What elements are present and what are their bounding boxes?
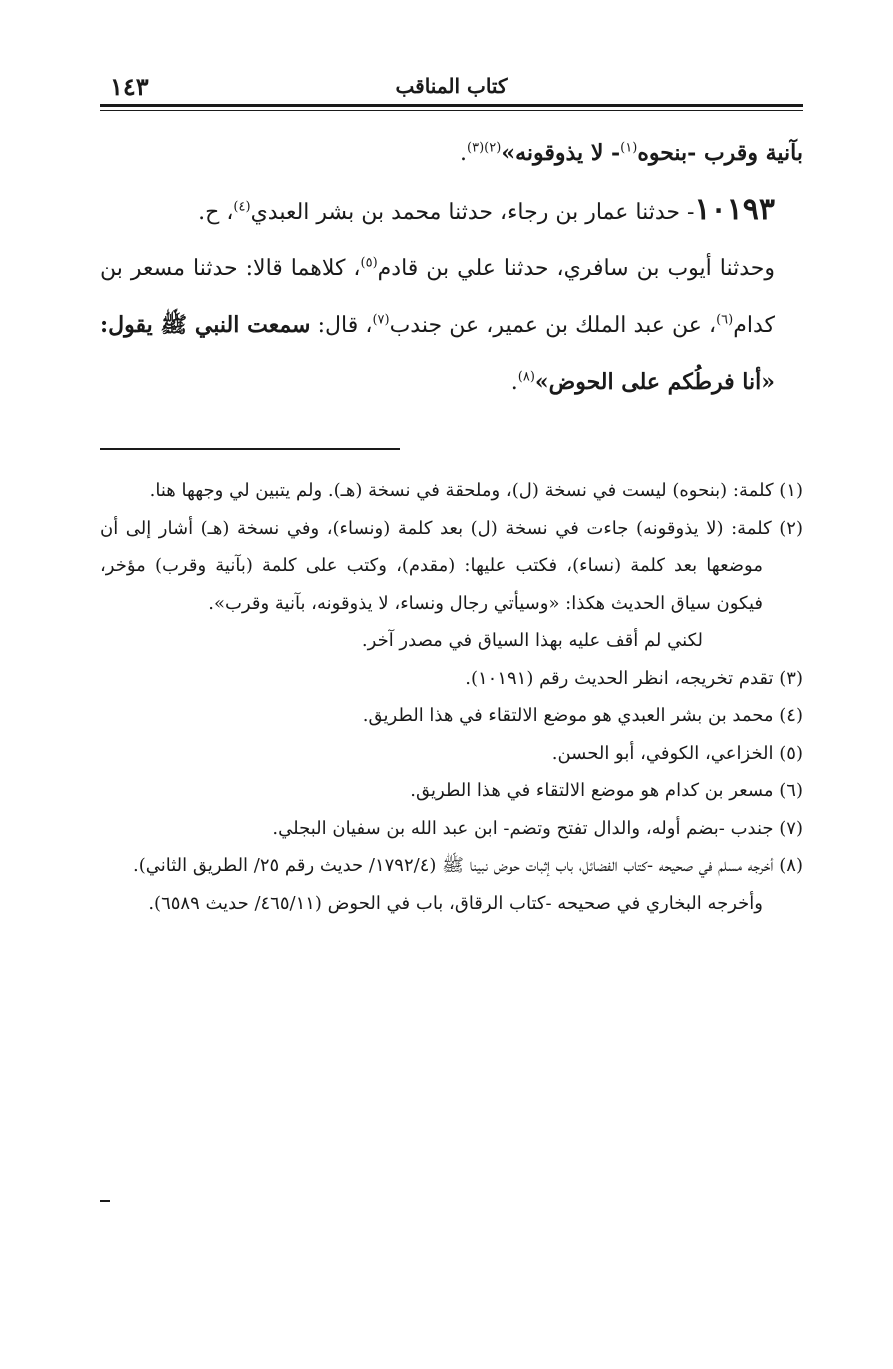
hadith-paragraph bbox=[100, 182, 803, 241]
hadith-chain-1: - حدثنا عمار بن رجاء، حدثنا محمد بن بشر العبدي bbox=[250, 200, 695, 225]
footnote-1: (١) كلمة: (بنحوه) ليست في نسخة (ل)، وملحقة في نسخة (هـ). ولم يتبين لي وجهها هنا. bbox=[149, 480, 803, 501]
hadith-chain-2c: ، عن عبد الملك بن عمير، عن جندب bbox=[389, 313, 717, 338]
footnote-ref-4: (٤) bbox=[233, 199, 251, 215]
hadith-chain-2a: وحدثنا أيوب بن سافري، حدثنا علي بن قادم bbox=[377, 256, 775, 281]
footnote-ref-2-3: (٢)(٣) bbox=[467, 140, 502, 156]
main-line-1 bbox=[100, 125, 803, 182]
hadith-chain-paragraph bbox=[100, 241, 803, 411]
header-rule-thin bbox=[100, 110, 803, 111]
chapter-title: كتاب المناقب bbox=[395, 74, 508, 98]
footnote-2: (٢) كلمة: (لا يذوقونه) جاءت في نسخة (ل) بعد كلمة (ونساء)، وفي نسخة (هـ) أشار إلى أن موضعها بعد كلمة (نساء)، فكتب عليها: (مقدم)، وكتب على كلمة (بآنية وقرب) مؤخر، فيكون سياق الحديث هكذا: «وسيأتي رجال ونساء، لا يذوقونه، بآنية وقرب». bbox=[100, 517, 803, 614]
page-number: ١٤٣ bbox=[110, 72, 149, 101]
main-line-1-text-b: - لا يذوقونه» bbox=[501, 140, 621, 166]
footnote-7: (٧) جندب -بضم أوله، والدال تفتح وتضم- ابن عبد الله بن سفيان البجلي. bbox=[272, 817, 803, 839]
footnote-ref-5: (٥) bbox=[360, 255, 378, 271]
page-header bbox=[100, 72, 803, 106]
footnote-ref-1: (١) bbox=[620, 140, 638, 156]
footnotes bbox=[100, 472, 803, 922]
header-rule-thick bbox=[100, 104, 803, 107]
main-line-1-end: . bbox=[460, 141, 468, 166]
hadith-chain-1-end: ، ح. bbox=[198, 200, 234, 225]
footnote-ref-6: (٦) bbox=[716, 312, 734, 328]
hadith-chain-2b: ، كلاهما قالا: حدثنا مسعر بن كدام bbox=[100, 256, 775, 338]
footnote-ref-7: (٧) bbox=[372, 312, 390, 328]
footnote-6: (٦) مسعر بن كدام هو موضع الالتقاء في هذا الطريق. bbox=[410, 780, 803, 801]
hadith-matn: سمعت النبي ﷺ يقول: «أنا فرطُكم على الحوض» bbox=[100, 312, 775, 395]
footnote-8: (٨) أخرجه مسلم في صحيحه -كتاب الفضائل، باب إثبات حوض نبينا ﷺ (١٧٩٢/٤/ حديث رقم ٢٥/ الطريق الثاني). bbox=[132, 855, 803, 876]
footnote-ref-8: (٨) bbox=[517, 369, 535, 385]
footnote-5: (٥) الخزاعي، الكوفي، أبو الحسن. bbox=[551, 742, 803, 764]
footnote-2-continuation: لكني لم أقف عليه بهذا السياق في مصدر آخر. bbox=[361, 630, 703, 651]
footnote-separator bbox=[100, 448, 400, 450]
hadith-number: ١٠١٩٣ bbox=[694, 192, 775, 227]
document-page bbox=[100, 0, 803, 1369]
main-text bbox=[100, 125, 803, 411]
hadith-end: . bbox=[510, 370, 518, 395]
page-end-mark bbox=[100, 1200, 110, 1202]
footnote-3: (٣) تقدم تخريجه، انظر الحديث رقم (١٠١٩١). bbox=[465, 667, 803, 689]
footnote-4: (٤) محمد بن بشر العبدي هو موضع الالتقاء في هذا الطريق. bbox=[362, 705, 803, 726]
main-line-1-text-a: بآنية وقرب -بنحوه bbox=[637, 140, 803, 166]
hadith-chain-2d: ، قال: bbox=[310, 313, 373, 338]
footnote-8-continuation: وأخرجه البخاري في صحيحه -كتاب الرقاق، باب في الحوض (٤٦٥/١١/ حديث ٦٥٨٩). bbox=[148, 892, 763, 914]
